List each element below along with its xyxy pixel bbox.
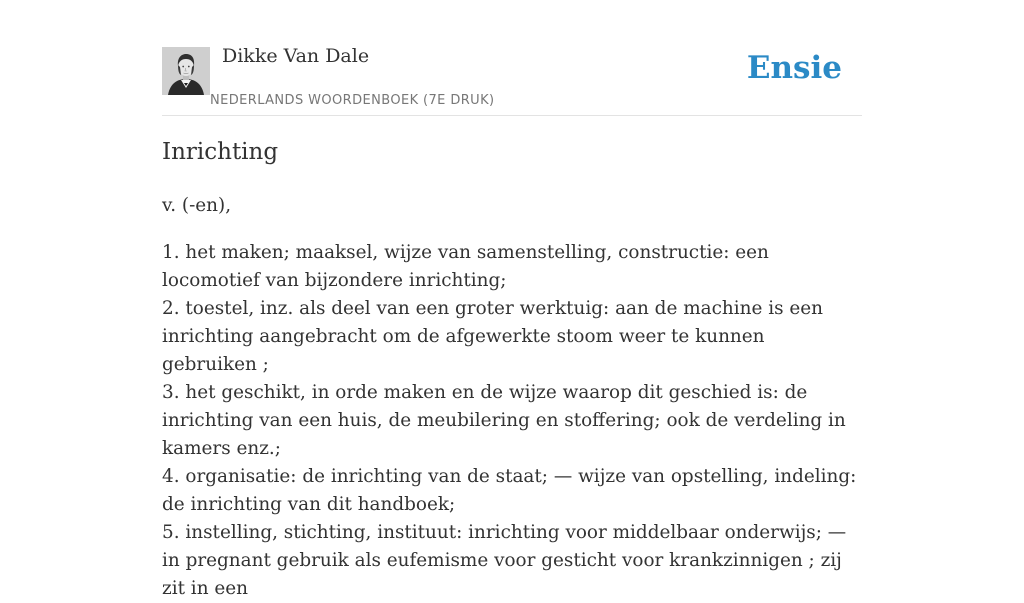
avatar[interactable]: [162, 47, 210, 95]
source-header: [162, 0, 862, 116]
entry-container: [162, 0, 862, 599]
definition-item: 1. het maken; maaksel, wijze van samenstelling, constructie: een locomotief van bijzondere inrichting;: [162, 242, 769, 291]
entry-content: [162, 192, 862, 603]
portrait-photo-icon: [162, 47, 210, 95]
definition-item: 2. toestel, inz. als deel van een groter werktuig: aan de machine is een inrichting aangebracht om de afgewerkte stoom weer te kunnen gebruiken ;: [162, 298, 823, 375]
source-subtitle[interactable]: NEDERLANDS WOORDENBOEK (7E DRUK): [210, 93, 495, 108]
definition-item: 5. instelling, stichting, instituut: inrichting voor middelbaar onderwijs; — in pregnant gebruik als eufemisme voor gesticht voor krankzinnigen ; zij zit in een: [162, 522, 847, 599]
grammar-info: v. (-en),: [162, 195, 232, 216]
definition-item: 4. organisatie: de inrichting van de staat; — wijze van opstelling, indeling: de inrichting van dit handboek;: [162, 466, 857, 515]
source-name[interactable]: Dikke Van Dale: [222, 45, 370, 67]
brand-logo-link[interactable]: Ensie: [746, 50, 842, 86]
entry-title: Inrichting: [162, 139, 279, 165]
definition-item: 3. het geschikt, in orde maken en de wijze waarop dit geschied is: de inrichting van een huis, de meubilering en stoffering; ook de verdeling in kamers enz.;: [162, 382, 846, 459]
